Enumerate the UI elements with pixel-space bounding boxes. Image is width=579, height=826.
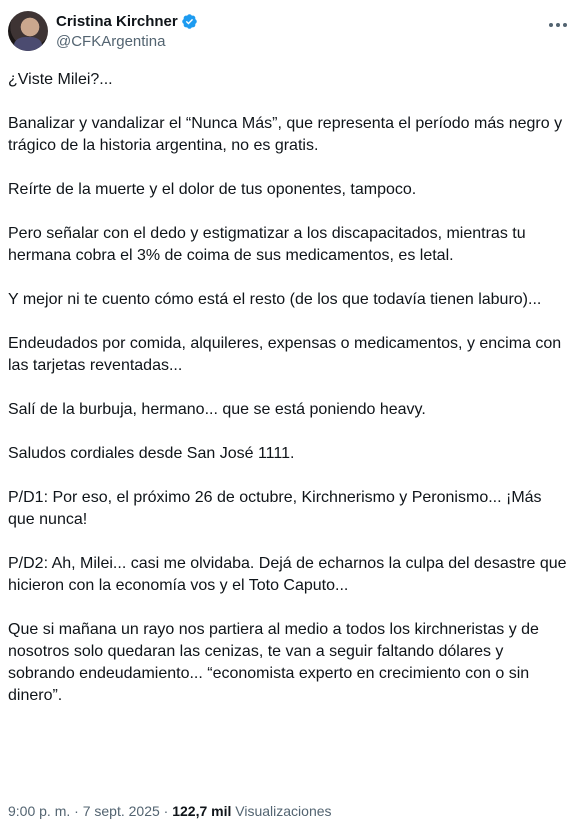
meta-separator: · [163, 803, 169, 819]
tweet-meta [8, 803, 332, 819]
tweet-paragraph: Banalizar y vandalizar el “Nunca Más”, que representa el período más negro y trágico de la historia argentina, no es gratis. [8, 115, 563, 154]
author-handle[interactable]: @CFKArgentina [56, 33, 166, 50]
tweet-paragraph: Y mejor ni te cuento cómo está el resto (de los que todavía tienen laburo)... [8, 291, 542, 308]
author-name[interactable]: Cristina Kirchner [56, 13, 178, 30]
views-label: Visualizaciones [235, 803, 332, 819]
tweet-paragraph: Pero señalar con el dedo y estigmatizar a los discapacitados, mientras tu hermana cobra el 3% de coima de sus medicamentos, es letal. [8, 225, 526, 264]
tweet-paragraph: Salí de la burbuja, hermano... que se está poniendo heavy. [8, 401, 426, 418]
tweet-paragraph: P/D2: Ah, Milei... casi me olvidaba. Dejá de echarnos la culpa del desastre que hicieron con la economía vos y el Toto Caputo... [8, 555, 567, 594]
dot [556, 23, 560, 27]
tweet-header [8, 11, 571, 53]
tweet-paragraph: P/D1: Por eso, el próximo 26 de octubre, Kirchnerismo y Peronismo... ¡Más que nunca! [8, 489, 542, 528]
tweet-paragraph: ¿Viste Milei?... [8, 71, 113, 88]
dot [563, 23, 567, 27]
verified-badge-icon [181, 13, 198, 30]
author-name-row[interactable] [56, 13, 198, 30]
more-options-icon[interactable] [549, 17, 567, 33]
views-count: 122,7 mil [172, 803, 232, 819]
dot [549, 23, 553, 27]
tweet-paragraph: Que si mañana un rayo nos partiera al medio a todos los kirchneristas y de nosotros solo quedaran las cenizas, te van a seguir faltando dólares y sobrando endeudamiento... “economista experto en crecimiento con o sin dinero”. [8, 621, 539, 704]
tweet-paragraph: Reírte de la muerte y el dolor de tus oponentes, tampoco. [8, 181, 417, 198]
avatar[interactable] [8, 11, 48, 51]
tweet-paragraph: Saludos cordiales desde San José 1111. [8, 445, 295, 462]
tweet-text [8, 69, 568, 729]
tweet-date[interactable]: 7 sept. 2025 [82, 803, 160, 819]
meta-separator: · [74, 803, 79, 819]
tweet-paragraph: Endeudados por comida, alquileres, expensas o medicamentos, y encima con las tarjetas reventadas... [8, 335, 562, 374]
tweet-time[interactable]: 9:00 p. m. [8, 803, 71, 819]
